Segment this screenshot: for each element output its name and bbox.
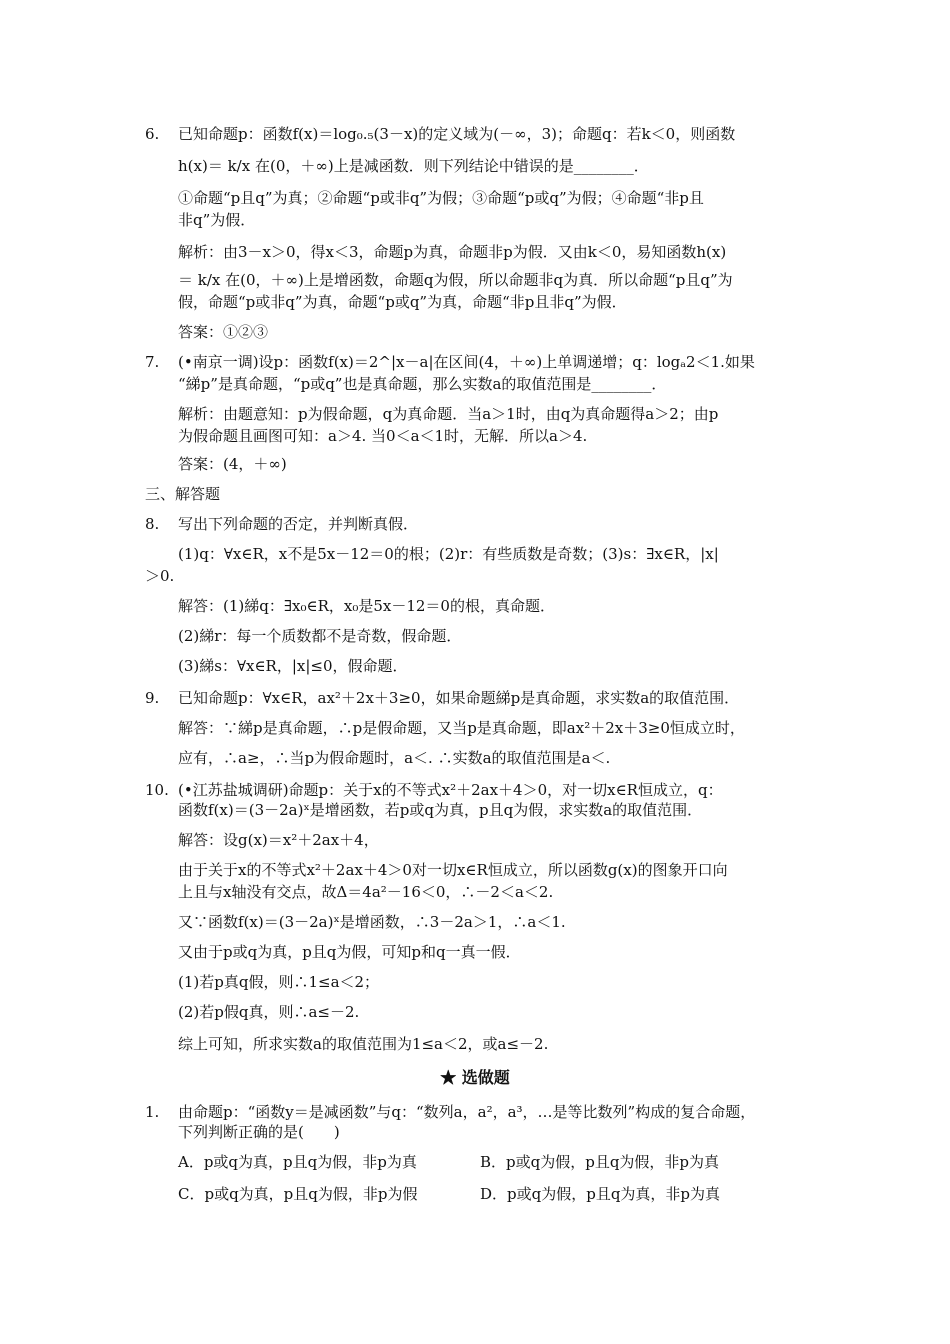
q10-number: 10. [145, 781, 169, 799]
q6-line-3: ①命题“p且q”为真；②命题“p或非q”为假；③命题“p或q”为假；④命题“非p且 [178, 189, 704, 207]
q6-line-2: h(x)＝ k/x 在(0，＋∞)上是减函数．则下列结论中错误的是________． [178, 157, 649, 175]
q6-answer: 答案：①②③ [178, 323, 269, 341]
option-a: A．p或q为真，p且q为假，非p为真 [178, 1153, 417, 1171]
option-b: B．p或q为假，p且q为假，非p为真 [480, 1153, 720, 1171]
q7-answer: 答案：(4，＋∞) [178, 455, 287, 473]
q10-line-7: 又由于p或q为真，p且q为假，可知p和q一真一假． [178, 943, 521, 961]
q6-line-6: ＝ k/x 在(0，＋∞)上是增函数，命题q为假，所以命题非q为真．所以命题“p且q”为 [178, 271, 733, 289]
q10-line-1: (•江苏盐城调研)命题p：关于x的不等式x²＋2ax＋4＞0，对一切x∈R恒成立，q： [178, 781, 723, 799]
q8-line-5: (2)綈r：每一个质数都不是奇数，假命题． [178, 627, 462, 645]
q9-line-2: 解答：∵綈p是真命题，∴p是假命题，又当p是真命题，即ax²＋2x＋3≥0恒成立时， [178, 719, 745, 737]
q7-line-2: “綈p”是真命题，“p或q”也是真命题，那么实数a的取值范围是________． [178, 375, 667, 393]
q8-line-1: 写出下列命题的否定，并判断真假． [178, 515, 419, 533]
o1-number: 1. [145, 1103, 160, 1121]
q6-line-1: 已知命题p：函数f(x)＝log₀.₅(3－x)的定义域为(－∞，3)；命题q：若k＜0，则函数 [178, 125, 736, 143]
q8-line-4: 解答：(1)綈q：∃x₀∈R，x₀是5x－12＝0的根，真命题． [178, 597, 555, 615]
q10-line-2: 函数f(x)＝(3－2a)ˣ是增函数，若p或q为真，p且q为假，求实数a的取值范围． [178, 801, 703, 819]
q7-line-4: 为假命题且画图可知：a＞4. 当0＜a＜1时，无解．所以a＞4. [178, 427, 588, 445]
q9-line-1: 已知命题p：∀x∈R，ax²＋2x＋3≥0，如果命题綈p是真命题，求实数a的取值范围． [178, 689, 740, 707]
q6-line-4: 非q”为假． [178, 211, 256, 229]
q10-line-6: 又∵函数f(x)＝(3－2a)ˣ是增函数，∴3－2a＞1，∴a＜1. [178, 913, 566, 931]
section-heading: 三、解答题 [145, 485, 221, 503]
o1-line-2: 下列判断正确的是( ) [178, 1123, 340, 1141]
q10-line-3: 解答：设g(x)＝x²＋2ax＋4， [178, 831, 379, 849]
q8-number: 8. [145, 515, 160, 533]
q6-line-7: 假，命题“p或非q”为真，命题“p或q”为真，命题“非p且非q”为假． [178, 293, 627, 311]
q10-line-9: (2)若p假q真，则∴a≤－2. [178, 1003, 360, 1021]
q7-line-3: 解析：由题意知：p为假命题，q为真命题．当a＞1时，由q为真命题得a＞2；由p [178, 405, 719, 423]
q9-line-3: 应有，∴a≥，∴当p为假命题时，a＜. ∴实数a的取值范围是a＜. [178, 749, 611, 767]
q8-line-3: ＞0. [145, 567, 175, 585]
q7-line-1: (•南京一调)设p：函数f(x)＝2^|x－a|在区间(4，＋∞)上单调递增；q：logₐ2＜1.如果 [178, 353, 755, 371]
q10-line-8: (1)若p真q假，则∴1≤a＜2； [178, 973, 380, 991]
q10-line-10: 综上可知，所求实数a的取值范围为1≤a＜2，或a≤－2. [178, 1035, 549, 1053]
q10-line-4: 由于关于x的不等式x²＋2ax＋4＞0对一切x∈R恒成立，所以函数g(x)的图象开口向 [178, 861, 728, 879]
optional-section-title: ★ 选做题 [440, 1068, 510, 1087]
option-c: C．p或q为真，p且q为假，非p为假 [178, 1185, 418, 1203]
q6-line-5: 解析：由3－x＞0，得x＜3，命题p为真，命题非p为假．又由k＜0，易知函数h(x) [178, 243, 727, 261]
q9-number: 9. [145, 689, 160, 707]
q8-line-6: (3)綈s：∀x∈R，|x|≤0，假命题． [178, 657, 408, 675]
option-d: D．p或q为假，p且q为真，非p为真 [480, 1185, 721, 1203]
q7-number: 7. [145, 353, 160, 371]
q10-line-5: 上且与x轴没有交点，故Δ＝4a²－16＜0，∴－2＜a＜2. [178, 883, 554, 901]
o1-line-1: 由命题p：“函数y＝是减函数”与q：“数列a，a²，a³，…是等比数列”构成的复合命题， [178, 1103, 756, 1121]
q8-line-2: (1)q：∀x∈R，x不是5x－12＝0的根；(2)r：有些质数是奇数；(3)s：∃x∈R，|x| [178, 545, 719, 563]
q6-number: 6. [145, 125, 160, 143]
